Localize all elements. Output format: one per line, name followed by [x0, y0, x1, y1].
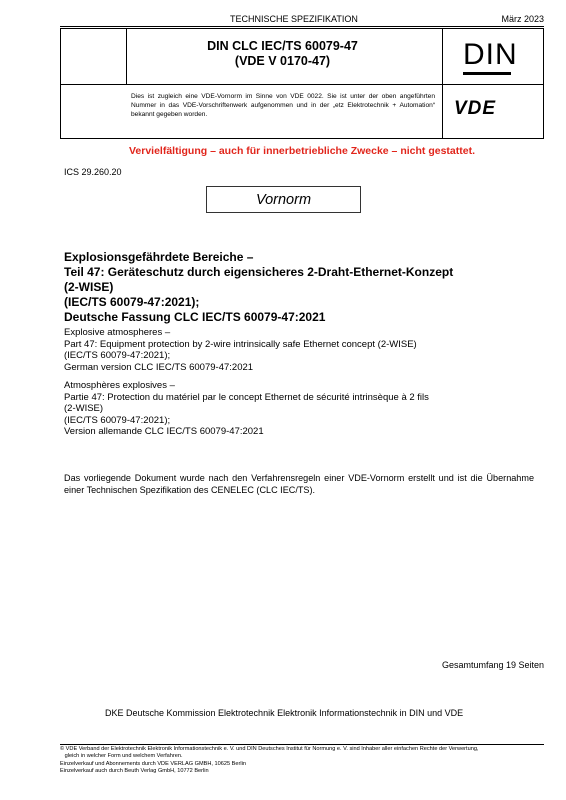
- din-logo-text: DIN: [463, 38, 518, 71]
- publication-date: März 2023: [501, 14, 544, 24]
- title-english-line: Part 47: Equipment protection by 2-wire intrinsically safe Ethernet concept (2-WISE): [64, 338, 417, 350]
- footer-line: © VDE Verband der Elektrotechnik Elektronik Informationstechnik e. V. und DIN Deutsches Institut für Normung e. V. sind Inhaber aller einfachen Rechte der Verwertung,: [60, 746, 479, 752]
- title-english: [64, 327, 534, 373]
- title-french-line: Partie 47: Protection du matériel par le concept Ethernet de sécurité intrinsèque à 2 fils: [64, 391, 429, 403]
- title-french-line: Atmosphères explosives –: [64, 380, 175, 391]
- title-french-line: (IEC/TS 60079-47:2021);: [64, 414, 171, 426]
- din-logo: [459, 36, 517, 76]
- title-french-line: (2-WISE): [64, 403, 104, 414]
- title-french-line: Version allemande CLC IEC/TS 60079-47:2021: [64, 426, 264, 437]
- vde-note: Dies ist zugleich eine VDE-Vornorm im Sinne von VDE 0022. Sie ist unter der oben angeführten Nummer in das VDE-Vorschriftenwerk aufgenommen und in der „etz Elektrotechnik + Automation“ bekannt gegeben worden.: [131, 93, 435, 118]
- vde-classification-number: (VDE V 0170-47): [234, 54, 331, 68]
- title-english-line: (IEC/TS 60079-47:2021);: [64, 350, 171, 361]
- footer-line: Einzelverkauf und Abonnements durch VDE VERLAG GMBH, 10625 Berlin: [60, 760, 246, 767]
- vde-logo: VDE: [454, 98, 497, 119]
- copyright-footer: [60, 746, 560, 776]
- title-english-line: Explosive atmospheres –: [64, 327, 171, 338]
- footer-line: gleich in welcher Form und welchem Verfahren.: [60, 753, 183, 760]
- title-german: [64, 250, 534, 325]
- footer-line: Einzelverkauf auch durch Beuth Verlag GmbH, 10772 Berlin: [60, 768, 209, 775]
- din-logo-bar: [463, 72, 511, 75]
- title-german-line: Explosionsgefährdete Bereiche –: [64, 250, 254, 264]
- title-german-line: Teil 47: Geräteschutz durch eigensicheres 2-Draht-Ethernet-Konzept: [64, 265, 454, 279]
- title-german-line: (2-WISE): [64, 280, 114, 294]
- page-count: Gesamtumfang 19 Seiten: [441, 660, 544, 670]
- title-german-line: Deutsche Fassung CLC IEC/TS 60079-47:2021: [64, 310, 326, 324]
- header-divider: [60, 26, 544, 27]
- reproduction-notice: Vervielfältigung – auch für innerbetriebliche Zwecke – nicht gestattet.: [128, 145, 475, 157]
- title-english-line: German version CLC IEC/TS 60079-47:2021: [64, 361, 254, 373]
- footer-divider: [60, 744, 544, 745]
- title-french: [64, 380, 534, 438]
- title-block: [60, 28, 544, 139]
- intro-paragraph: Das vorliegende Dokument wurde nach den Verfahrensregeln einer VDE-Vornorm erstellt und ist die Übernahme einer Technischen Spezifikation des CENELEC (CLC IEC/TS).: [64, 473, 534, 495]
- document-number: DIN CLC IEC/TS 60079-47: [207, 39, 358, 53]
- committee-line: DKE Deutsche Kommission Elektrotechnik Elektronik Informationstechnik in DIN und VDE: [105, 708, 464, 718]
- title-german-line: (IEC/TS 60079-47:2021);: [64, 295, 200, 309]
- document-number-block: [127, 39, 438, 69]
- ics-code: ICS 29.260.20: [64, 167, 122, 177]
- document-type-label: TECHNISCHE SPEZIFIKATION: [230, 14, 358, 24]
- status-box: Vornorm: [206, 186, 361, 213]
- title-block-mid-divider: [61, 84, 544, 85]
